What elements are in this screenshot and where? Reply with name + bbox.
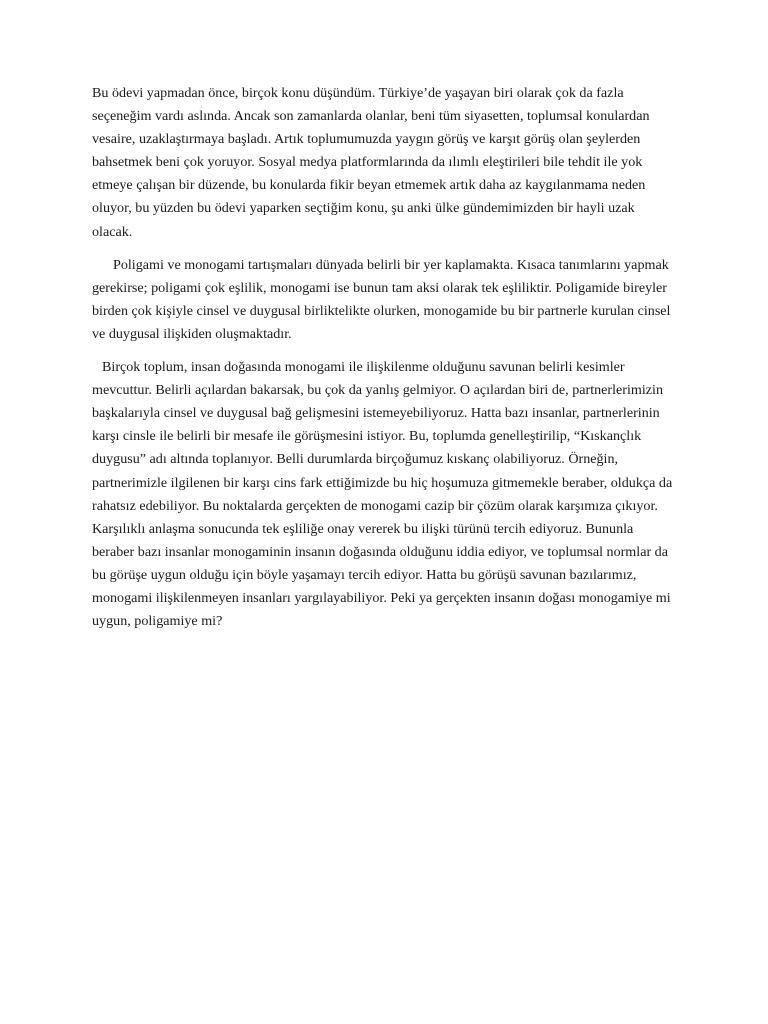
- document-body: [92, 82, 678, 633]
- paragraph-3: Birçok toplum, insan doğasında monogami ile ilişkilenme olduğunu savunan belirli kesimler mevcuttur. Belirli açılardan bakarsak, bu çok da yanlış gelmiyor. O açılardan biri de, partnerlerimizin başkalarıyla cinsel ve duygusal bağ gelişmesini istemeyebiliyoruz. Hatta bazı insanlar, partnerlerinin karşı cinsle ile belirli bir mesafe ile görüşmesini istiyor. Bu, toplumda genelleştirilip, “Kıskançlık duygusu” adı altında toplanıyor. Belli durumlarda birçoğumuz kıskanç olabiliyoruz. Örneğin, partnerimizle ilgilenen bir karşı cins fark ettiğimizde bu hiç hoşumuza gitmemekle beraber, oldukça da rahatsız edebiliyor. Bu noktalarda gerçekten de monogami cazip bir çözüm olarak karşımıza çıkıyor. Karşılıklı anlaşma sonucunda tek eşliliğe onay vererek bu ilişki türünü tercih ediyoruz. Bununla beraber bazı insanlar monogaminin insanın doğasında olduğunu iddia ediyor, ve toplumsal normlar da bu görüşe uygun olduğu için böyle yaşamayı tercih ediyor. Hatta bu görüşü savunan bazılarımız, monogami ilişkilenmeyen insanları yargılayabiliyor. Peki ya gerçekten insanın doğası monogamiye mi uygun, poligamiye mi?: [92, 359, 673, 630]
- paragraph-2: Poligami ve monogami tartışmaları dünyada belirli bir yer kaplamakta. Kısaca tanımlarını yapmak gerekirse; poligami çok eşlilik, monogami ise bunun tam aksi olarak tek eşliliktir. Poligamide bireyler birden çok kişiyle cinsel ve duygusal birliktelikte olurken, monogamide bu bir partnerle kurulan cinsel ve duygusal ilişkiden oluşmaktadır.: [92, 256, 671, 342]
- paragraph-1: Bu ödevi yapmadan önce, birçok konu düşündüm. Türkiye’de yaşayan biri olarak çok da fazla seçeneğim vardı aslında. Ancak son zamanlarda olanlar, beni tüm siyasetten, toplumsal konulardan vesaire, uzaklaştırmaya başladı. Artık toplumumuzda yaygın görüş ve karşıt görüş olan şeylerden bahsetmek beni çok yoruyor. Sosyal medya platformlarında da ılımlı eleştirileri bile tehdit ile yok etmeye çalışan bir düzende, bu konularda fikir beyan etmemek artık daha az kaygılanmama neden oluyor, bu yüzden bu ödevi yaparken seçtiğim konu, şu anki ülke gündemimizden bir hayli uzak olacak.: [92, 85, 650, 240]
